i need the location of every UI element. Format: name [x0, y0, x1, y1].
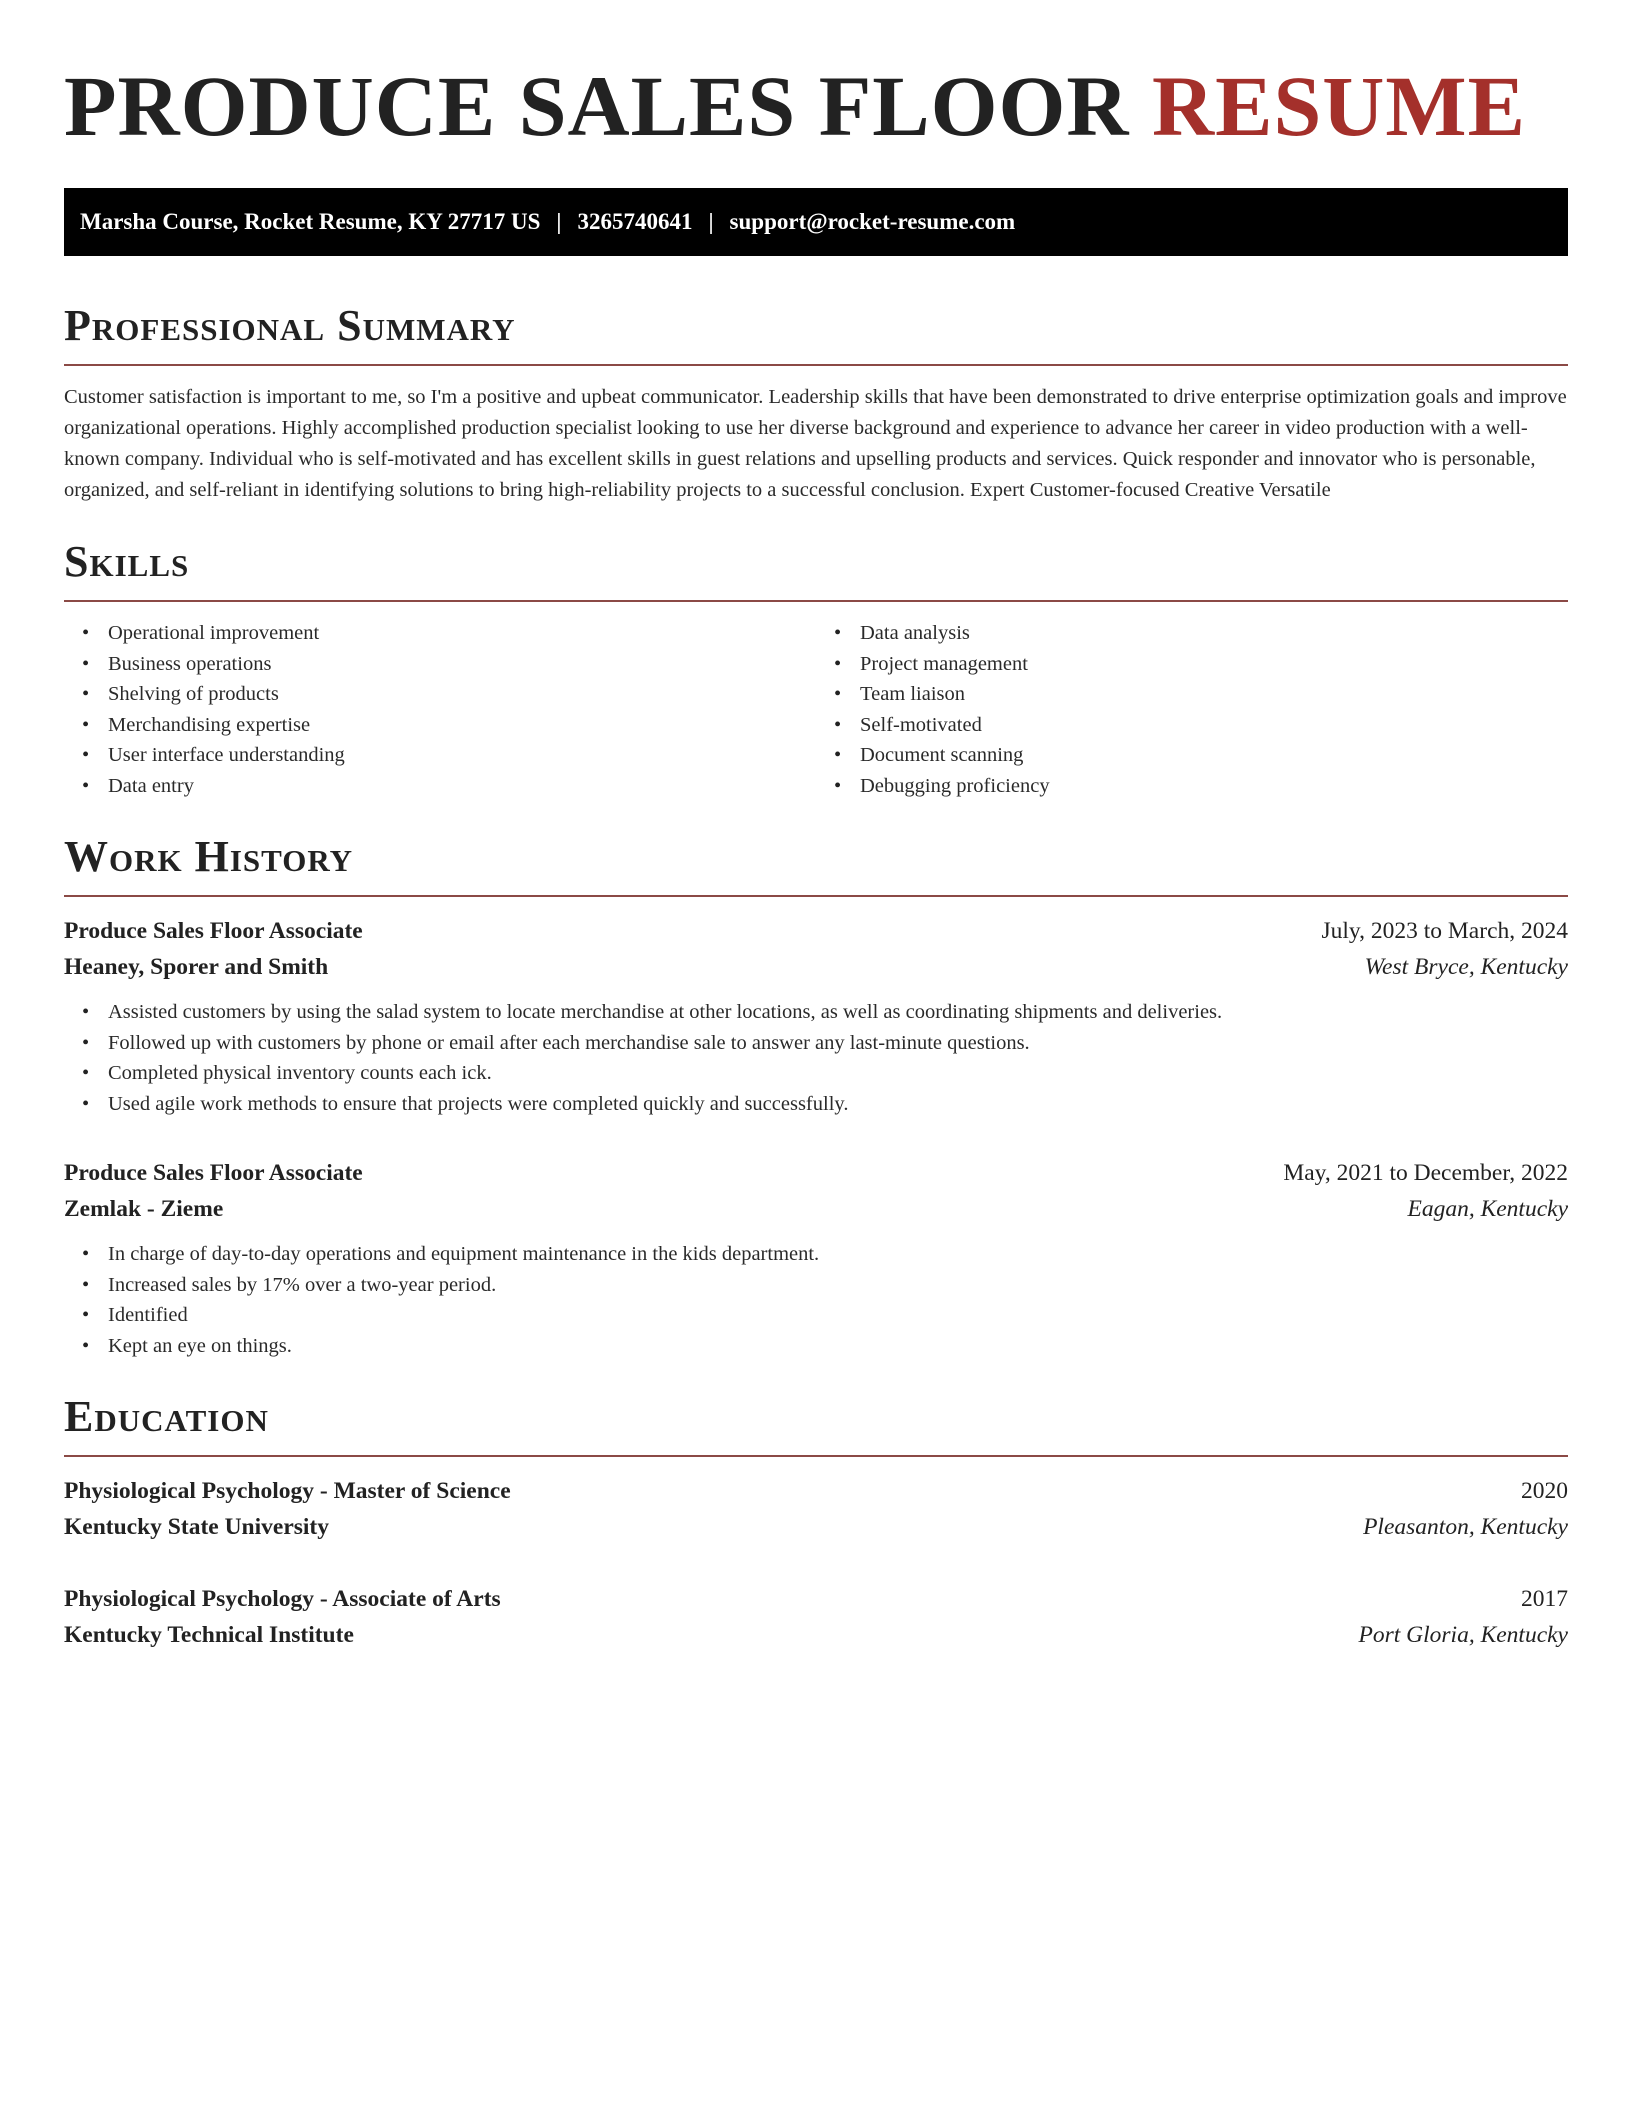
education-school: Kentucky State University [64, 1514, 330, 1540]
title-accent: RESUME [1152, 58, 1526, 154]
education-degree-row [64, 1581, 1568, 1617]
contact-address: Marsha Course, Rocket Resume, KY 27717 US [80, 209, 541, 234]
skill-item: • Team liaison [860, 679, 1568, 710]
contact-separator: | [556, 209, 562, 234]
education-section [64, 1391, 1568, 1653]
education-school-row [64, 1617, 1568, 1653]
skills-section [64, 536, 1568, 801]
job-duty: • Kept an eye on things. [108, 1331, 1568, 1362]
work-section [64, 831, 1568, 1361]
job-duty: • Followed up with customers by phone or email after each merchandise sale to answer any last-minute questions. [108, 1028, 1568, 1059]
job-duty: • Assisted customers by using the salad system to locate merchandise at other locations, as well as coordinating shipments and deliveries. [108, 997, 1568, 1028]
education-year: 2017 [1521, 1586, 1568, 1612]
skill-item: • Document scanning [860, 740, 1568, 771]
job-dates: July, 2023 to March, 2024 [1321, 918, 1568, 944]
skill-item: • Project management [860, 649, 1568, 680]
skill-item: • Shelving of products [108, 679, 816, 710]
job-dates: May, 2021 to December, 2022 [1283, 1160, 1568, 1186]
job-duty: • Identified [108, 1300, 1568, 1331]
education-entry [64, 1473, 1568, 1545]
skill-item: • Merchandising expertise [108, 710, 816, 741]
skill-item: • Data entry [108, 771, 816, 802]
education-school: Kentucky Technical Institute [64, 1622, 354, 1648]
job-company-row [64, 1191, 1568, 1227]
contact-email: support@rocket-resume.com [729, 209, 1016, 234]
education-entry [64, 1581, 1568, 1653]
job-title: Produce Sales Floor Associate [64, 918, 363, 944]
education-location: Port Gloria, Kentucky [1358, 1622, 1568, 1648]
job-company-row [64, 949, 1568, 985]
job-title-row [64, 1155, 1568, 1191]
skill-item: • Data analysis [860, 618, 1568, 649]
skill-item: • Self-motivated [860, 710, 1568, 741]
skills-heading: Skills [64, 537, 190, 586]
contact-separator: | [708, 209, 714, 234]
job-duties [64, 1239, 1568, 1361]
work-heading: Work History [64, 832, 354, 881]
job-title-row [64, 913, 1568, 949]
job-location: Eagan, Kentucky [1407, 1196, 1568, 1222]
resume-title [64, 56, 1568, 156]
section-divider [64, 1455, 1568, 1457]
job-duty: • Completed physical inventory counts each ick. [108, 1058, 1568, 1089]
education-location: Pleasanton, Kentucky [1363, 1514, 1568, 1540]
skills-list-left [64, 618, 816, 801]
job-duties [64, 997, 1568, 1119]
job-entry [64, 913, 1568, 1119]
skill-item: • Operational improvement [108, 618, 816, 649]
job-location: West Bryce, Kentucky [1364, 954, 1568, 980]
job-company: Heaney, Sporer and Smith [64, 954, 329, 980]
skill-item: • Debugging proficiency [860, 771, 1568, 802]
summary-section [64, 300, 1568, 506]
education-school-row [64, 1509, 1568, 1545]
summary-heading: Professional Summary [64, 301, 516, 350]
skill-item: • User interface understanding [108, 740, 816, 771]
contact-phone: 3265740641 [577, 209, 693, 234]
job-title: Produce Sales Floor Associate [64, 1160, 363, 1186]
job-duty: • Used agile work methods to ensure that projects were completed quickly and successfully. [108, 1089, 1568, 1120]
education-degree: Physiological Psychology - Master of Science [64, 1478, 511, 1504]
job-duty: • Increased sales by 17% over a two-year period. [108, 1270, 1568, 1301]
education-heading: Education [64, 1392, 269, 1441]
skills-columns [64, 618, 1568, 801]
skills-list-right [816, 618, 1568, 801]
section-divider [64, 895, 1568, 897]
skill-item: • Business operations [108, 649, 816, 680]
education-year: 2020 [1521, 1478, 1568, 1504]
section-divider [64, 364, 1568, 366]
education-degree: Physiological Psychology - Associate of Arts [64, 1586, 501, 1612]
section-divider [64, 600, 1568, 602]
job-duty: • In charge of day-to-day operations and equipment maintenance in the kids department. [108, 1239, 1568, 1270]
title-main: PRODUCE SALES FLOOR [64, 58, 1130, 154]
job-company: Zemlak - Zieme [64, 1196, 224, 1222]
job-entry [64, 1155, 1568, 1361]
summary-text: Customer satisfaction is important to me, so I'm a positive and upbeat communicator. Leadership skills that have been demonstrated to drive enterprise optimization goals and improve organizational operations. Highly accomplished production specialist looking to use her diverse background and experience to advance her career in video production with a well-known company. Individual who is self-motivated and has excellent skills in guest relations and upselling products and services. Quick responder and innovator who is personable, organized, and self-reliant in identifying solutions to bring high-reliability projects to a successful conclusion. Expert Customer-focused Creative Versatile [64, 386, 1567, 501]
contact-bar [64, 188, 1568, 256]
education-degree-row [64, 1473, 1568, 1509]
